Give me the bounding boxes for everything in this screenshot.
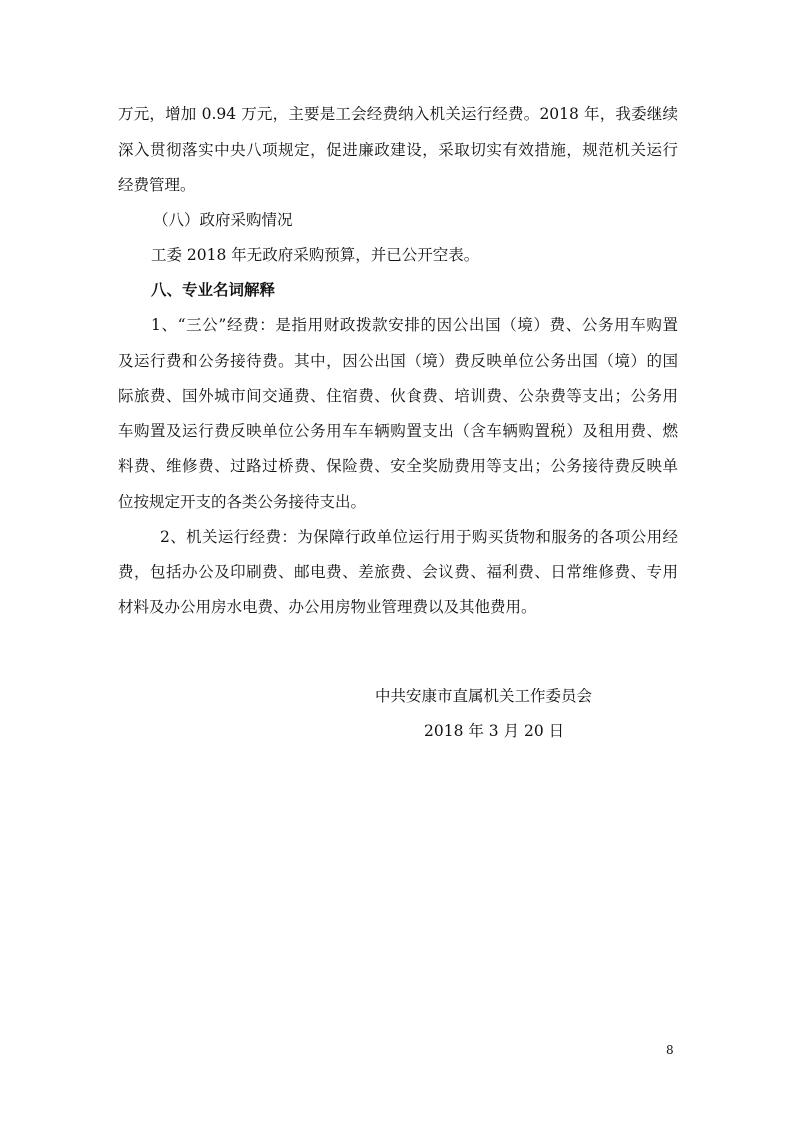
- paragraph-line: 际旅费、国外城市间交通费、住宿费、伙食费、培训费、公杂费等支出；公务用: [118, 387, 678, 405]
- section-heading: 八、专业名词解释: [151, 281, 276, 299]
- page-number: 8: [666, 1043, 674, 1057]
- paragraph-line: 1、“三公”经费：是指用财政拨款安排的因公出国（境）费、公务用车购置: [151, 316, 678, 334]
- subsection-heading: （八）政府采购情况: [153, 211, 293, 229]
- paragraph-line: 深入贯彻落实中央八项规定，促进廉政建设，采取切实有效措施，规范机关运行: [118, 141, 678, 159]
- paragraph-line: 料费、维修费、过路过桥费、保险费、安全奖励费用等支出；公务接待费反映单: [118, 457, 678, 475]
- paragraph-line: 经费管理。: [118, 176, 196, 194]
- paragraph-line: 材料及办公用房水电费、办公用房物业管理费以及其他费用。: [118, 598, 537, 616]
- paragraph-line: 万元，增加 0.94 万元，主要是工会经费纳入机关运行经费。2018 年，我委继续: [118, 105, 678, 123]
- paragraph-line: 费，包括办公及印刷费、邮电费、差旅费、会议费、福利费、日常维修费、专用: [118, 563, 678, 581]
- paragraph-line: 2、机关运行经费：为保障行政单位运行用于购买货物和服务的各项公用经: [160, 528, 678, 546]
- paragraph-line: 车购置及运行费反映单位公务用车车辆购置支出（含车辆购置税）及租用费、燃: [118, 422, 678, 440]
- signature-date: 2018 年 3 月 20 日: [424, 722, 565, 740]
- paragraph-line: 位按规定开支的各类公务接待支出。: [118, 493, 367, 511]
- signature-organization: 中共安康市直属机关工作委员会: [375, 687, 593, 705]
- paragraph-line: 及运行费和公务接待费。其中，因公出国（境）费反映单位公务出国（境）的国: [118, 352, 678, 370]
- paragraph-line: 工委 2018 年无政府采购预算，并已公开空表。: [151, 246, 480, 264]
